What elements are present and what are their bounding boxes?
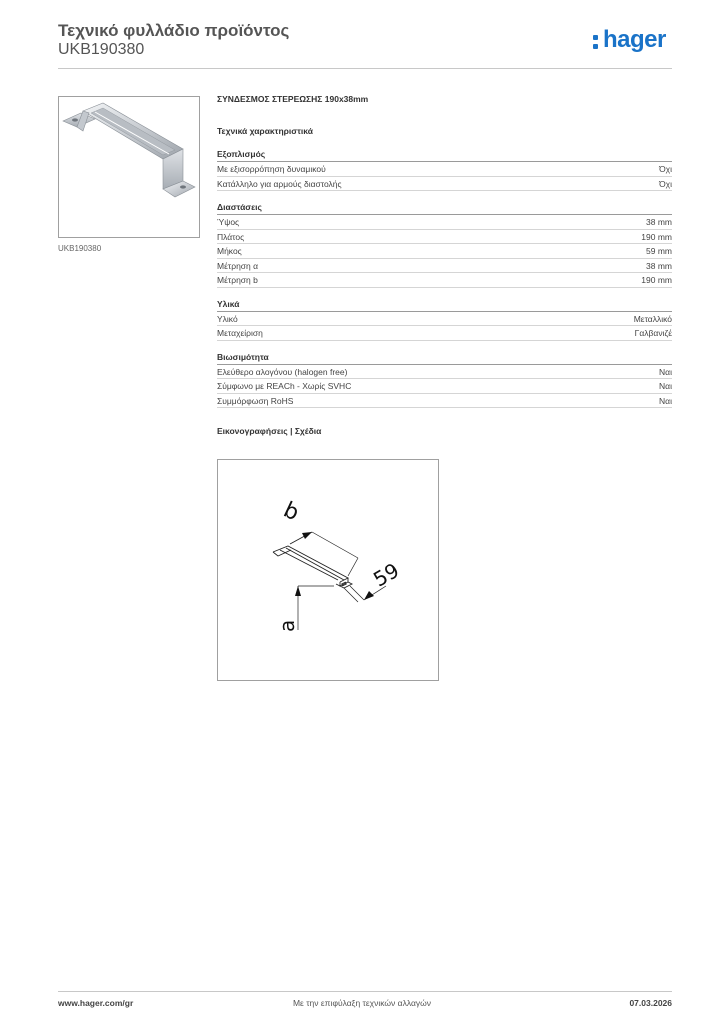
spec-value: 38 mm xyxy=(646,260,672,271)
illustrations-heading: Εικονογραφήσεις | Σχέδια xyxy=(217,426,322,436)
spec-row xyxy=(217,312,672,327)
brand-logo: hager xyxy=(603,26,666,53)
spec-column xyxy=(217,94,672,438)
spec-row xyxy=(217,162,672,177)
spec-label: Σύμφωνο με REACh - Χωρίς SVHC xyxy=(217,381,352,391)
spec-value: Όχι xyxy=(659,164,672,174)
spec-group-equipment xyxy=(217,161,672,191)
spec-label: Μήκος xyxy=(217,246,242,256)
spec-label: Ελεύθερο αλογόνου (halogen free) xyxy=(217,366,348,377)
technical-characteristics-heading: Τεχνικά χαρακτηριστικά xyxy=(217,126,313,136)
spec-row xyxy=(217,365,672,380)
spec-label: Πλάτος xyxy=(217,231,245,242)
section-title-sustainability: Βιωσιμότητα xyxy=(217,351,269,362)
spec-value: Ναι xyxy=(659,381,672,391)
spec-label: Υλικό xyxy=(217,313,238,324)
spec-label: Συμμόρφωση RoHS xyxy=(217,395,294,406)
product-code: UKB190380 xyxy=(58,41,145,58)
footer-date: 07.03.2026 xyxy=(629,998,672,1008)
spec-row xyxy=(217,177,672,192)
spec-value: 38 mm xyxy=(646,217,672,227)
page-title: Τεχνικό φυλλάδιο προϊόντος xyxy=(58,21,290,40)
spec-value: Ναι xyxy=(659,366,672,377)
brand-logo-mark xyxy=(593,35,599,51)
spec-value: Μεταλλικό xyxy=(633,313,672,324)
dimension-drawing xyxy=(218,460,438,680)
dimension-label-length: 59 xyxy=(369,558,404,592)
footer-divider xyxy=(58,991,672,992)
spec-group-materials xyxy=(217,311,672,341)
dimension-label-b: b xyxy=(279,497,303,527)
technical-drawing xyxy=(217,459,439,681)
spec-label: Μέτρηση α xyxy=(217,260,259,271)
spec-value: Γαλβανιζέ xyxy=(634,328,672,338)
spec-value: 190 mm xyxy=(641,231,672,242)
spec-group-sustainability xyxy=(217,364,672,409)
spec-value: 190 mm xyxy=(641,275,672,285)
product-image-caption: UKB190380 xyxy=(58,244,102,253)
spec-label: Μεταχείριση xyxy=(217,328,263,338)
footer-disclaimer: Με την επιφύλαξη τεχνικών αλλαγών xyxy=(292,998,432,1008)
spec-row xyxy=(217,326,672,341)
spec-row xyxy=(217,230,672,245)
header-divider xyxy=(58,68,672,69)
section-title-dimensions: Διαστάσεις xyxy=(217,202,262,212)
spec-row xyxy=(217,273,672,288)
spec-label: Ύψος xyxy=(217,217,240,227)
spec-label: Κατάλληλο για αρμούς διαστολής xyxy=(217,178,342,189)
spec-row xyxy=(217,379,672,394)
spec-value: Όχι xyxy=(659,178,672,189)
spec-row xyxy=(217,244,672,259)
spec-label: Με εξισορρόπηση δυναμικού xyxy=(217,164,326,174)
product-description: ΣΥΝΔΕΣΜΟΣ ΣΤΕΡΕΩΣΗΣ 190x38mm xyxy=(217,94,369,104)
spec-value: 59 mm xyxy=(646,246,672,256)
footer-website-link[interactable]: www.hager.com/gr xyxy=(58,998,134,1008)
spec-row xyxy=(217,215,672,230)
product-image xyxy=(58,96,200,238)
spec-label: Μέτρηση b xyxy=(217,275,258,285)
spec-row xyxy=(217,259,672,274)
spec-value: Ναι xyxy=(659,395,672,406)
spec-row xyxy=(217,394,672,409)
spec-group-dimensions xyxy=(217,214,672,288)
product-bracket-illustration xyxy=(59,97,199,237)
section-title-materials: Υλικά xyxy=(217,298,240,309)
dimension-label-a: a xyxy=(275,619,299,632)
section-title-equipment: Εξοπλισμός xyxy=(217,149,266,159)
